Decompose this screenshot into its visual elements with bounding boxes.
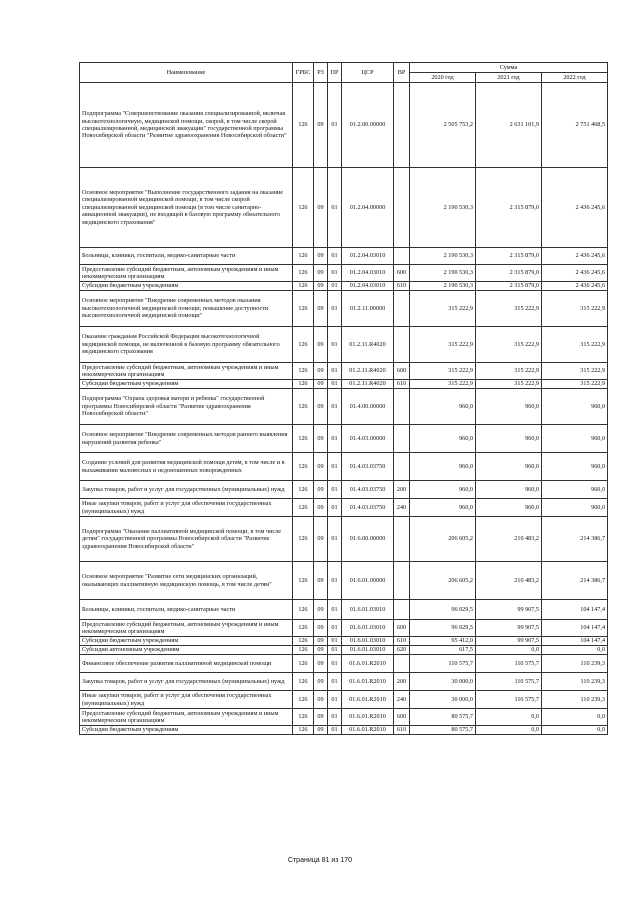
cell-name: Подпрограмма "Охрана здоровья матери и ребенка" государственной программы Новосибирской области "Развитие здравоохранения Новосибирской области" bbox=[80, 389, 293, 425]
cell-sum-2020: 80 575,7 bbox=[410, 726, 476, 735]
cell-grbs: 126 bbox=[293, 291, 314, 327]
cell-sum-2022: 2 436 245,6 bbox=[542, 168, 608, 248]
cell-csr: 01.6.01.00000 bbox=[342, 562, 394, 600]
table-row bbox=[80, 481, 608, 499]
cell-sum-2021: 99 907,5 bbox=[476, 600, 542, 620]
cell-rz: 09 bbox=[314, 562, 328, 600]
cell-sum-2020: 2 190 530,3 bbox=[410, 282, 476, 291]
cell-sum-2021: 2 631 101,9 bbox=[476, 83, 542, 168]
cell-sum-2022: 214 386,7 bbox=[542, 562, 608, 600]
cell-rz: 09 bbox=[314, 380, 328, 389]
cell-csr: 01.2.11.R4020 bbox=[342, 363, 394, 380]
budget-table bbox=[79, 62, 608, 735]
cell-rz: 09 bbox=[314, 691, 328, 709]
cell-name: Подпрограмма "Совершенствование оказания специализированной, включая высокотехнологичную, медицинской помощи, скорой, в том числе скорой специализированной, медицинской эвакуации" государственной программы Новосибирской области "Развитие здравоохранения Новосибирской области" bbox=[80, 83, 293, 168]
cell-sum-2022: 214 386,7 bbox=[542, 517, 608, 562]
cell-sum-2020: 315 222,9 bbox=[410, 327, 476, 363]
cell-sum-2021: 960,0 bbox=[476, 425, 542, 453]
cell-name: Субсидии бюджетным учреждениям bbox=[80, 282, 293, 291]
cell-pr: 01 bbox=[328, 453, 342, 481]
cell-vr bbox=[394, 83, 410, 168]
cell-sum-2022: 2 751 468,5 bbox=[542, 83, 608, 168]
cell-sum-2020: 206 605,2 bbox=[410, 517, 476, 562]
header-rz: РЗ bbox=[314, 63, 328, 83]
cell-sum-2020: 2 505 753,2 bbox=[410, 83, 476, 168]
cell-name: Больницы, клиники, госпитали, медико-санитарные части bbox=[80, 600, 293, 620]
cell-sum-2021: 0,0 bbox=[476, 709, 542, 726]
cell-vr: 610 bbox=[394, 637, 410, 646]
cell-vr: 610 bbox=[394, 726, 410, 735]
cell-sum-2022: 960,0 bbox=[542, 499, 608, 517]
cell-sum-2021: 960,0 bbox=[476, 481, 542, 499]
cell-sum-2020: 2 190 530,3 bbox=[410, 248, 476, 265]
cell-name: Закупка товаров, работ и услуг для государственных (муниципальных) нужд bbox=[80, 481, 293, 499]
cell-vr bbox=[394, 517, 410, 562]
cell-grbs: 126 bbox=[293, 691, 314, 709]
cell-sum-2022: 960,0 bbox=[542, 425, 608, 453]
cell-rz: 09 bbox=[314, 655, 328, 673]
cell-vr bbox=[394, 168, 410, 248]
cell-sum-2021: 99 907,5 bbox=[476, 620, 542, 637]
table-row bbox=[80, 637, 608, 646]
cell-sum-2021: 960,0 bbox=[476, 499, 542, 517]
cell-sum-2022: 110 239,3 bbox=[542, 673, 608, 691]
cell-sum-2021: 99 907,5 bbox=[476, 637, 542, 646]
cell-name: Больницы, клиники, госпитали, медико-санитарные части bbox=[80, 248, 293, 265]
cell-sum-2020: 96 029,5 bbox=[410, 600, 476, 620]
cell-grbs: 126 bbox=[293, 726, 314, 735]
cell-sum-2021: 315 222,9 bbox=[476, 380, 542, 389]
cell-sum-2022: 315 222,9 bbox=[542, 291, 608, 327]
cell-grbs: 126 bbox=[293, 168, 314, 248]
cell-sum-2022: 104 147,4 bbox=[542, 637, 608, 646]
cell-sum-2022: 0,0 bbox=[542, 726, 608, 735]
header-name: Наименование bbox=[80, 63, 293, 83]
header-sum: Сумма bbox=[410, 63, 608, 73]
table-header bbox=[80, 63, 608, 83]
cell-sum-2021: 210 483,2 bbox=[476, 562, 542, 600]
cell-vr: 620 bbox=[394, 646, 410, 655]
cell-pr: 01 bbox=[328, 691, 342, 709]
table-row bbox=[80, 562, 608, 600]
cell-sum-2021: 960,0 bbox=[476, 453, 542, 481]
cell-grbs: 126 bbox=[293, 499, 314, 517]
cell-csr: 01.6.01.R2010 bbox=[342, 691, 394, 709]
cell-sum-2021: 2 315 879,0 bbox=[476, 265, 542, 282]
cell-grbs: 126 bbox=[293, 83, 314, 168]
cell-sum-2022: 0,0 bbox=[542, 646, 608, 655]
cell-sum-2022: 110 239,3 bbox=[542, 691, 608, 709]
cell-csr: 01.2.04.03010 bbox=[342, 265, 394, 282]
cell-csr: 01.4.03.03750 bbox=[342, 481, 394, 499]
cell-name: Закупка товаров, работ и услуг для государственных (муниципальных) нужд bbox=[80, 673, 293, 691]
cell-csr: 01.2.00.00000 bbox=[342, 83, 394, 168]
cell-name: Основное мероприятие "Внедрение современных методов оказания высокотехнологичной медицинской помощи; повышение доступности высокотехнологичной медицинской помощи" bbox=[80, 291, 293, 327]
cell-pr: 01 bbox=[328, 291, 342, 327]
table-row bbox=[80, 655, 608, 673]
cell-sum-2020: 315 222,9 bbox=[410, 380, 476, 389]
cell-vr: 610 bbox=[394, 380, 410, 389]
cell-sum-2022: 110 239,3 bbox=[542, 655, 608, 673]
cell-pr: 01 bbox=[328, 709, 342, 726]
cell-pr: 01 bbox=[328, 248, 342, 265]
cell-pr: 01 bbox=[328, 425, 342, 453]
cell-csr: 01.2.11.R4020 bbox=[342, 380, 394, 389]
cell-rz: 09 bbox=[314, 363, 328, 380]
cell-sum-2022: 2 436 245,6 bbox=[542, 282, 608, 291]
cell-pr: 01 bbox=[328, 726, 342, 735]
table-row bbox=[80, 620, 608, 637]
cell-sum-2022: 960,0 bbox=[542, 453, 608, 481]
cell-sum-2020: 2 190 530,3 bbox=[410, 168, 476, 248]
cell-sum-2021: 210 483,2 bbox=[476, 517, 542, 562]
cell-vr: 600 bbox=[394, 265, 410, 282]
cell-name: Предоставление субсидий бюджетным, автономным учреждениям и иным некоммерческим организациям bbox=[80, 265, 293, 282]
cell-rz: 09 bbox=[314, 637, 328, 646]
cell-grbs: 126 bbox=[293, 327, 314, 363]
cell-sum-2020: 2 190 530,3 bbox=[410, 265, 476, 282]
table-row bbox=[80, 327, 608, 363]
cell-grbs: 126 bbox=[293, 282, 314, 291]
cell-grbs: 126 bbox=[293, 673, 314, 691]
cell-pr: 01 bbox=[328, 265, 342, 282]
table-row bbox=[80, 389, 608, 425]
cell-sum-2021: 960,0 bbox=[476, 389, 542, 425]
header-vr: ВР bbox=[394, 63, 410, 83]
table-row bbox=[80, 248, 608, 265]
cell-sum-2021: 0,0 bbox=[476, 646, 542, 655]
cell-csr: 01.4.03.03750 bbox=[342, 453, 394, 481]
cell-name: Основное мероприятие "Выполнение государственного задания на оказание специализированной медицинской помощи, в том числе скорой специализированной медицинской помощи (в том числе санитарно-авиационной эвакуации), не входящей в базовую программу обязательного медицинского страхования" bbox=[80, 168, 293, 248]
table-row bbox=[80, 83, 608, 168]
cell-csr: 01.6.01.03010 bbox=[342, 646, 394, 655]
cell-grbs: 126 bbox=[293, 637, 314, 646]
cell-vr: 200 bbox=[394, 673, 410, 691]
cell-pr: 01 bbox=[328, 655, 342, 673]
cell-pr: 01 bbox=[328, 600, 342, 620]
cell-vr bbox=[394, 291, 410, 327]
table-row bbox=[80, 499, 608, 517]
cell-pr: 01 bbox=[328, 673, 342, 691]
cell-sum-2022: 2 436 245,6 bbox=[542, 265, 608, 282]
cell-name: Субсидии бюджетным учреждениям bbox=[80, 726, 293, 735]
cell-sum-2022: 960,0 bbox=[542, 389, 608, 425]
cell-sum-2021: 315 222,9 bbox=[476, 291, 542, 327]
cell-name: Иные закупки товаров, работ и услуг для обеспечения государственных (муниципальных) нужд bbox=[80, 691, 293, 709]
cell-name: Предоставление субсидий бюджетным, автономным учреждениям и иным некоммерческим организациям bbox=[80, 709, 293, 726]
cell-csr: 01.4.00.00000 bbox=[342, 389, 394, 425]
cell-grbs: 126 bbox=[293, 646, 314, 655]
cell-rz: 09 bbox=[314, 709, 328, 726]
header-year-2022: 2022 год bbox=[542, 73, 608, 83]
cell-rz: 09 bbox=[314, 389, 328, 425]
cell-sum-2021: 2 315 879,0 bbox=[476, 282, 542, 291]
cell-rz: 09 bbox=[314, 291, 328, 327]
cell-rz: 09 bbox=[314, 499, 328, 517]
table-row bbox=[80, 646, 608, 655]
cell-vr: 610 bbox=[394, 282, 410, 291]
cell-rz: 09 bbox=[314, 726, 328, 735]
cell-vr bbox=[394, 453, 410, 481]
cell-sum-2020: 96 029,5 bbox=[410, 620, 476, 637]
cell-grbs: 126 bbox=[293, 562, 314, 600]
cell-pr: 01 bbox=[328, 637, 342, 646]
cell-sum-2021: 110 575,7 bbox=[476, 673, 542, 691]
cell-pr: 01 bbox=[328, 646, 342, 655]
cell-pr: 01 bbox=[328, 327, 342, 363]
cell-rz: 09 bbox=[314, 517, 328, 562]
cell-vr: 240 bbox=[394, 691, 410, 709]
cell-sum-2020: 315 222,9 bbox=[410, 363, 476, 380]
cell-grbs: 126 bbox=[293, 380, 314, 389]
cell-rz: 09 bbox=[314, 481, 328, 499]
cell-vr: 600 bbox=[394, 363, 410, 380]
cell-vr: 240 bbox=[394, 499, 410, 517]
table-row bbox=[80, 168, 608, 248]
cell-csr: 01.6.01.R2010 bbox=[342, 709, 394, 726]
cell-sum-2021: 110 575,7 bbox=[476, 655, 542, 673]
cell-sum-2021: 0,0 bbox=[476, 726, 542, 735]
cell-csr: 01.6.01.R2010 bbox=[342, 726, 394, 735]
cell-csr: 01.4.03.00000 bbox=[342, 425, 394, 453]
header-year-2020: 2020 год bbox=[410, 73, 476, 83]
cell-vr bbox=[394, 600, 410, 620]
cell-sum-2022: 104 147,4 bbox=[542, 620, 608, 637]
cell-pr: 01 bbox=[328, 282, 342, 291]
table-row bbox=[80, 673, 608, 691]
cell-grbs: 126 bbox=[293, 600, 314, 620]
cell-sum-2020: 960,0 bbox=[410, 453, 476, 481]
cell-vr bbox=[394, 562, 410, 600]
table-row bbox=[80, 282, 608, 291]
cell-sum-2020: 960,0 bbox=[410, 499, 476, 517]
cell-pr: 01 bbox=[328, 83, 342, 168]
cell-sum-2021: 110 575,7 bbox=[476, 691, 542, 709]
table-row bbox=[80, 380, 608, 389]
cell-sum-2020: 315 222,9 bbox=[410, 291, 476, 327]
cell-name: Создание условий для развития медицинской помощи детям, в том числе и в выхаживании маловесных и недоношенных новорожденных bbox=[80, 453, 293, 481]
cell-grbs: 126 bbox=[293, 248, 314, 265]
cell-rz: 09 bbox=[314, 248, 328, 265]
cell-pr: 01 bbox=[328, 481, 342, 499]
cell-name: Оказание гражданам Российской Федерации высокотехнологичной медицинской помощи, не включенной в базовую программу обязательного медицинского страхования bbox=[80, 327, 293, 363]
cell-csr: 01.6.01.03010 bbox=[342, 637, 394, 646]
cell-sum-2020: 960,0 bbox=[410, 481, 476, 499]
cell-csr: 01.2.11.00000 bbox=[342, 291, 394, 327]
header-year-2021: 2021 год bbox=[476, 73, 542, 83]
cell-vr bbox=[394, 655, 410, 673]
cell-csr: 01.6.01.R2010 bbox=[342, 673, 394, 691]
cell-pr: 01 bbox=[328, 380, 342, 389]
cell-name: Финансовое обеспечение развития паллиативной медицинской помощи bbox=[80, 655, 293, 673]
cell-rz: 09 bbox=[314, 600, 328, 620]
cell-rz: 09 bbox=[314, 265, 328, 282]
table-row bbox=[80, 453, 608, 481]
cell-grbs: 126 bbox=[293, 517, 314, 562]
cell-rz: 09 bbox=[314, 83, 328, 168]
cell-csr: 01.6.01.R2010 bbox=[342, 655, 394, 673]
cell-vr bbox=[394, 389, 410, 425]
cell-vr: 600 bbox=[394, 709, 410, 726]
cell-rz: 09 bbox=[314, 620, 328, 637]
table-row bbox=[80, 600, 608, 620]
cell-sum-2022: 315 222,9 bbox=[542, 380, 608, 389]
cell-vr: 600 bbox=[394, 620, 410, 637]
cell-sum-2020: 30 000,0 bbox=[410, 673, 476, 691]
cell-csr: 01.2.11.R4020 bbox=[342, 327, 394, 363]
cell-csr: 01.6.01.03010 bbox=[342, 620, 394, 637]
cell-grbs: 126 bbox=[293, 655, 314, 673]
header-csr: ЦСР bbox=[342, 63, 394, 83]
cell-name: Предоставление субсидий бюджетным, автономным учреждениям и иным некоммерческим организациям bbox=[80, 620, 293, 637]
cell-grbs: 126 bbox=[293, 453, 314, 481]
cell-pr: 01 bbox=[328, 363, 342, 380]
cell-sum-2021: 315 222,9 bbox=[476, 363, 542, 380]
cell-name: Субсидии бюджетным учреждениям bbox=[80, 637, 293, 646]
cell-sum-2020: 30 000,0 bbox=[410, 691, 476, 709]
cell-name: Предоставление субсидий бюджетным, автономным учреждениям и иным некоммерческим организациям bbox=[80, 363, 293, 380]
cell-rz: 09 bbox=[314, 646, 328, 655]
table-row bbox=[80, 517, 608, 562]
table-row bbox=[80, 363, 608, 380]
cell-sum-2022: 104 147,4 bbox=[542, 600, 608, 620]
cell-sum-2022: 960,0 bbox=[542, 481, 608, 499]
cell-pr: 01 bbox=[328, 389, 342, 425]
cell-sum-2021: 2 315 879,0 bbox=[476, 168, 542, 248]
cell-vr: 200 bbox=[394, 481, 410, 499]
cell-pr: 01 bbox=[328, 517, 342, 562]
table-row bbox=[80, 709, 608, 726]
cell-vr bbox=[394, 248, 410, 265]
cell-rz: 09 bbox=[314, 673, 328, 691]
cell-rz: 09 bbox=[314, 282, 328, 291]
cell-name: Иные закупки товаров, работ и услуг для обеспечения государственных (муниципальных) нужд bbox=[80, 499, 293, 517]
cell-rz: 09 bbox=[314, 425, 328, 453]
table-body bbox=[80, 83, 608, 735]
cell-sum-2022: 2 436 245,6 bbox=[542, 248, 608, 265]
cell-rz: 09 bbox=[314, 168, 328, 248]
cell-sum-2021: 315 222,9 bbox=[476, 327, 542, 363]
cell-grbs: 126 bbox=[293, 389, 314, 425]
cell-csr: 01.4.03.03750 bbox=[342, 499, 394, 517]
cell-vr bbox=[394, 327, 410, 363]
cell-grbs: 126 bbox=[293, 425, 314, 453]
cell-vr bbox=[394, 425, 410, 453]
cell-pr: 01 bbox=[328, 562, 342, 600]
cell-csr: 01.2.04.03010 bbox=[342, 248, 394, 265]
cell-sum-2020: 617,5 bbox=[410, 646, 476, 655]
cell-rz: 09 bbox=[314, 453, 328, 481]
page-number: Страница 81 из 170 bbox=[287, 857, 353, 864]
cell-sum-2022: 315 222,9 bbox=[542, 327, 608, 363]
cell-grbs: 126 bbox=[293, 481, 314, 499]
cell-pr: 01 bbox=[328, 620, 342, 637]
table-row bbox=[80, 291, 608, 327]
cell-pr: 01 bbox=[328, 168, 342, 248]
cell-sum-2020: 960,0 bbox=[410, 389, 476, 425]
header-pr: ПР bbox=[328, 63, 342, 83]
cell-name: Подпрограмма "Оказание паллиативной медицинской помощи, в том числе детям" государственной программы Новосибирской области "Развитие здравоохранения Новосибирской области" bbox=[80, 517, 293, 562]
cell-sum-2020: 960,0 bbox=[410, 425, 476, 453]
cell-name: Основное мероприятие "Внедрение современных методов раннего выявления нарушений развития ребенка" bbox=[80, 425, 293, 453]
cell-grbs: 126 bbox=[293, 363, 314, 380]
header-grbs: ГРБС bbox=[293, 63, 314, 83]
cell-grbs: 126 bbox=[293, 620, 314, 637]
cell-sum-2020: 95 412,0 bbox=[410, 637, 476, 646]
table-row bbox=[80, 691, 608, 709]
cell-sum-2021: 2 315 879,0 bbox=[476, 248, 542, 265]
cell-sum-2020: 206 605,2 bbox=[410, 562, 476, 600]
cell-name: Субсидии автономным учреждениям bbox=[80, 646, 293, 655]
cell-sum-2020: 80 575,7 bbox=[410, 709, 476, 726]
table-row bbox=[80, 425, 608, 453]
cell-sum-2022: 315 222,9 bbox=[542, 363, 608, 380]
cell-rz: 09 bbox=[314, 327, 328, 363]
cell-grbs: 126 bbox=[293, 709, 314, 726]
cell-csr: 01.2.04.03010 bbox=[342, 282, 394, 291]
cell-csr: 01.6.01.03010 bbox=[342, 600, 394, 620]
cell-grbs: 126 bbox=[293, 265, 314, 282]
table-row bbox=[80, 265, 608, 282]
cell-pr: 01 bbox=[328, 499, 342, 517]
table-row bbox=[80, 726, 608, 735]
cell-csr: 01.2.04.00000 bbox=[342, 168, 394, 248]
cell-name: Основное мероприятие "Развитие сети медицинских организаций, оказывающих паллиативную медицинскую помощь, в том числе детям" bbox=[80, 562, 293, 600]
cell-sum-2022: 0,0 bbox=[542, 709, 608, 726]
cell-csr: 01.6.00.00000 bbox=[342, 517, 394, 562]
cell-sum-2020: 110 575,7 bbox=[410, 655, 476, 673]
cell-name: Субсидии бюджетным учреждениям bbox=[80, 380, 293, 389]
